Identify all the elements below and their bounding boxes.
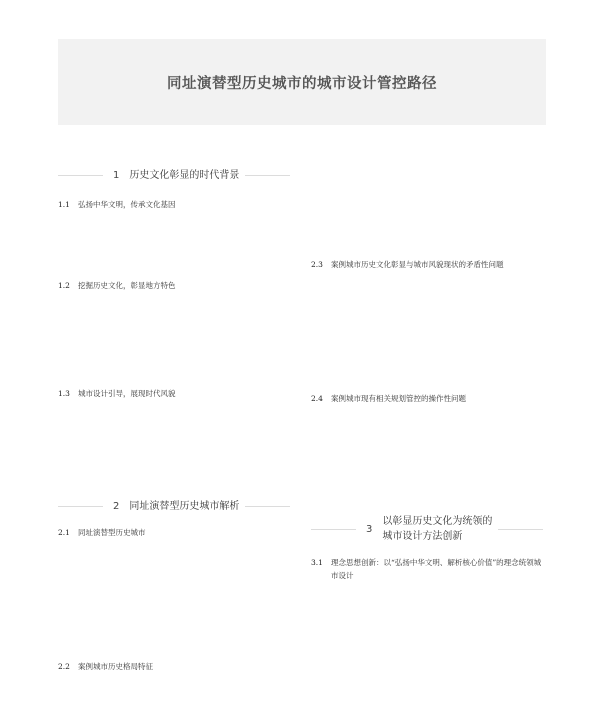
list-item — [311, 556, 547, 582]
item-text: 弘扬中华文明，传承文化基因 — [78, 200, 176, 209]
item-text: 案例城市历史格局特征 — [78, 662, 153, 671]
divider-line — [245, 175, 290, 176]
item-text: 同址演替型历史城市 — [78, 528, 146, 537]
section-title-line-2: 城市设计方法创新 — [382, 531, 463, 542]
item-text: 案例城市历史文化彰显与城市风貌现状的矛盾性问题 — [331, 260, 504, 269]
item-text: 挖掘历史文化，彰显地方特色 — [78, 281, 176, 290]
section-title: 历史文化彰显的时代背景 — [129, 170, 240, 181]
page-title: 同址演替型历史城市的城市设计管控路径 — [167, 75, 437, 92]
item-number: 3.1 — [311, 558, 323, 567]
divider-line — [58, 506, 103, 507]
item-number: 2.1 — [58, 528, 70, 537]
list-item — [58, 279, 288, 292]
item-number: 2.4 — [311, 394, 323, 403]
list-item — [58, 660, 288, 673]
list-item — [311, 392, 551, 405]
list-item — [58, 387, 288, 400]
item-number: 1.2 — [58, 281, 70, 290]
section-title — [382, 514, 492, 544]
section-1-heading — [58, 168, 290, 183]
list-item — [58, 526, 288, 539]
section-3-heading — [311, 514, 543, 544]
divider-line — [498, 529, 543, 530]
item-text: 案例城市现有相关规划管控的操作性问题 — [331, 394, 466, 403]
item-number: 2.3 — [311, 260, 323, 269]
item-number: 2.2 — [58, 662, 70, 671]
section-number: 2 — [113, 501, 120, 512]
item-text: 理念思想创新：以“弘扬中华文明、解析核心价值”的理念统领城市设计 — [331, 558, 542, 580]
divider-line — [311, 529, 356, 530]
section-title-line-1: 以彰显历史文化为统领的 — [382, 516, 493, 527]
item-number: 1.1 — [58, 200, 70, 209]
list-item — [58, 198, 288, 211]
section-number: 1 — [113, 170, 120, 181]
section-title: 同址演替型历史城市解析 — [129, 501, 240, 512]
title-banner — [58, 39, 546, 125]
section-2-heading — [58, 499, 290, 514]
section-number: 3 — [366, 523, 373, 535]
item-text: 城市设计引导，展现时代风貌 — [78, 389, 176, 398]
list-item — [311, 258, 551, 271]
divider-line — [245, 506, 290, 507]
divider-line — [58, 175, 103, 176]
item-number: 1.3 — [58, 389, 70, 398]
